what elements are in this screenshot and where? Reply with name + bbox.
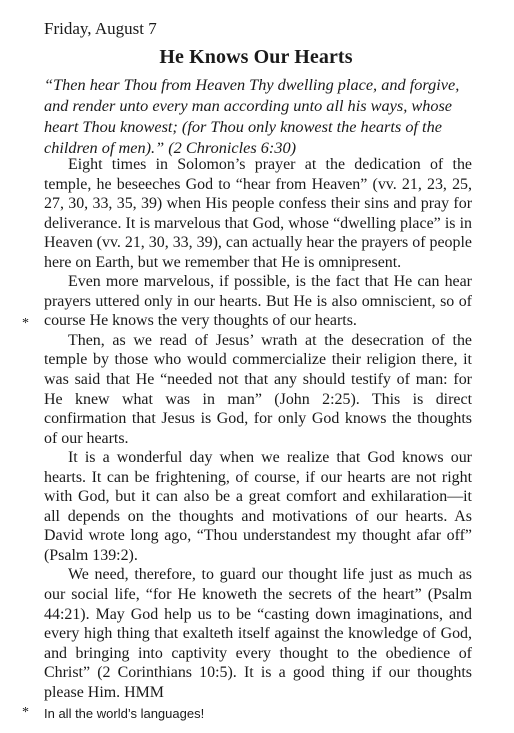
body-paragraph: It is a wonderful day when we realize that God knows our hearts. It can be frightening, of course, if our hearts are not right with God, but it can also be a great comfort and exhilaration—it all depends on the thoughts and motivations of our hearts. As David wrote long ago, “Thou understandest my thought afar off” (Psalm 139:2). <box>44 449 472 564</box>
scripture-verse: “Then hear Thou from Heaven Thy dwelling place, and forgive, and render unto every man according unto all his ways, whose heart Thou knowest; (for Thou only knowest the hearts of the children of men).” (2 Chronicles 6:30) <box>44 75 460 157</box>
body-paragraph: Eight times in Solomon’s prayer at the dedication of the temple, he beseeches God to “hear from Heaven” (vv. 21, 23, 25, 27, 30, 33, 35, 39) when His people confess their sins and pray for deliverance. It is marvelous that God, whose “dwelling place” is in Heaven (vv. 21, 30, 33, 39), can actually hear the prayers of people here on Earth, but we remember that He is omnipresent. <box>44 156 472 271</box>
body-paragraph: Even more marvelous, if possible, is the fact that He can hear prayers uttered only in our hearts. But He is also omniscient, so of course He knows the very thoughts of our hearts. <box>44 273 472 330</box>
devotional-body <box>44 155 472 702</box>
body-paragraph: We need, therefore, to guard our thought life just as much as our social life, “for He knoweth the secrets of the heart” (Psalm 44:21). May God help us to be “casting down imaginations, and every high thing that exalteth itself against the knowledge of God, and bringing into captivity every thought to the obedience of Christ” (2 Corinthians 10:5). It is a good thing if our thoughts please Him. HMM <box>44 566 472 701</box>
footnote-marker: * <box>22 316 29 331</box>
entry-date: Friday, August 7 <box>44 19 157 38</box>
footnote-text: In all the world’s languages! <box>44 706 205 721</box>
page-title: He Knows Our Hearts <box>159 46 353 68</box>
body-paragraph: Then, as we read of Jesus’ wrath at the desecration of the temple by those who would commercialize their religion there, it was said that He “needed not that any should testify of man: for He knew what was in man” (John 2:25). This is direct confirmation that Jesus is God, for only God knows the thoughts of our hearts. <box>44 331 472 447</box>
footnote-marker: * <box>22 705 29 720</box>
